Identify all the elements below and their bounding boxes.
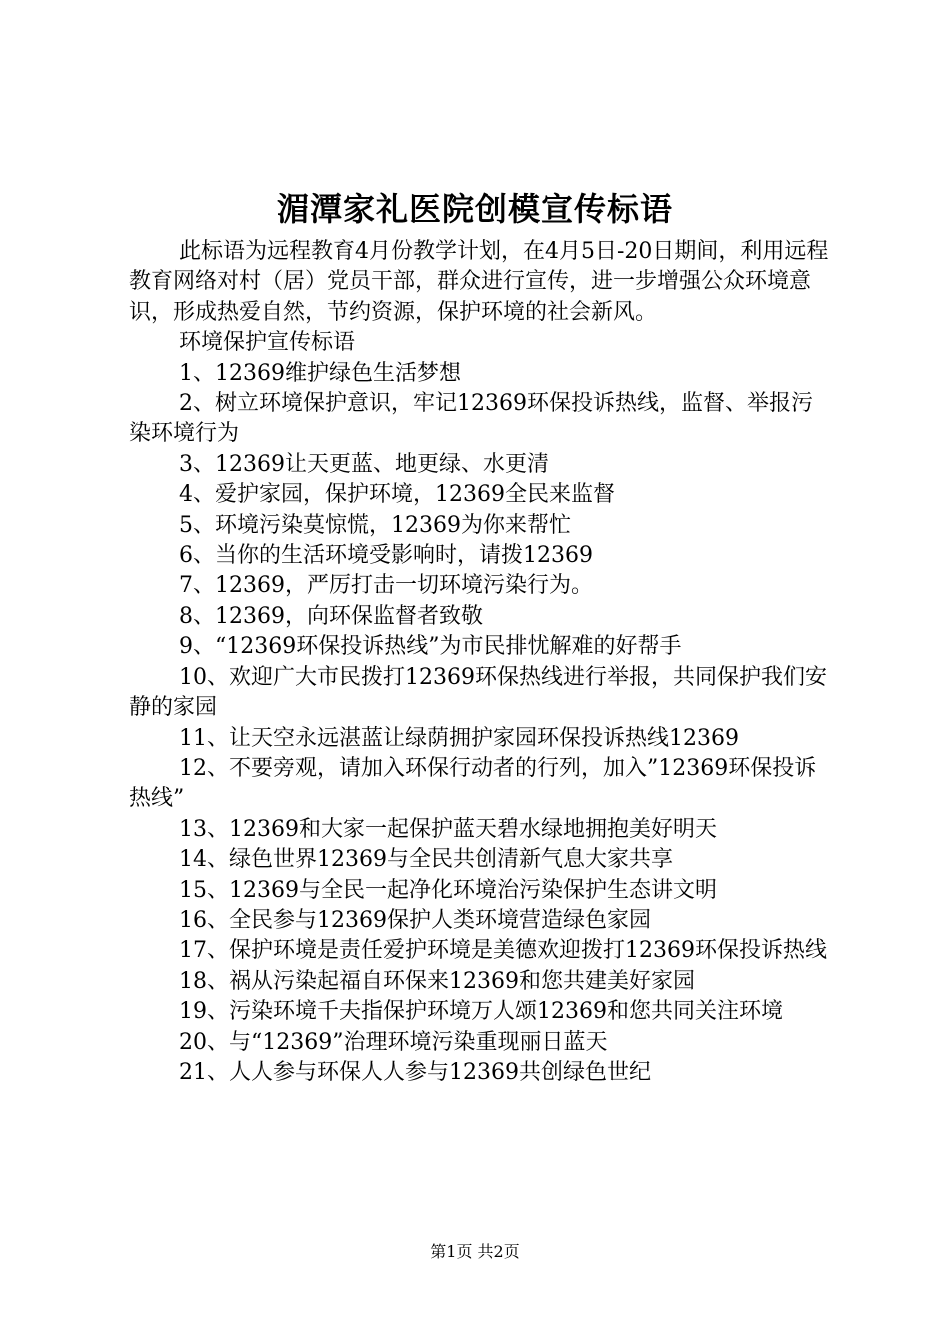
page-number-footer: 第1页 共2页	[430, 1242, 520, 1261]
slogan-item: 10、欢迎广大市民拨打12369环保热线进行举报，共同保护我们安静的家园	[129, 664, 827, 721]
slogan-item: 11、让天空永远湛蓝让绿荫拥护家园环保投诉热线12369	[179, 725, 739, 751]
slogan-item: 1、12369维护绿色生活梦想	[179, 360, 461, 386]
intro-paragraph: 此标语为远程教育4月份教学计划，在4月5日-20日期间，利用远程教育网络对村（居）党员干部，群众进行宣传，进一步增强公众环境意识，形成热爱自然，节约资源，保护环境的社会新风。	[129, 239, 829, 325]
slogan-item: 9、“12369环保投诉热线”为市民排忧解难的好帮手	[179, 634, 682, 660]
slogan-item: 13、12369和大家一起保护蓝天碧水绿地拥抱美好明天	[179, 816, 717, 842]
slogan-item: 18、祸从污染起福自环保来12369和您共建美好家园	[179, 968, 695, 994]
slogan-item: 6、当你的生活环境受影响时，请拨12369	[179, 543, 593, 569]
slogan-item: 7、12369，严厉打击一切环境污染行为。	[179, 573, 593, 599]
section-heading: 环境保护宣传标语	[179, 330, 356, 356]
slogan-item: 20、与“12369”治理环境污染重现丽日蓝天	[179, 1029, 608, 1055]
slogan-item: 15、12369与全民一起净化环境治污染保护生态讲文明	[179, 877, 717, 903]
document-title: 湄潭家礼医院创模宣传标语	[276, 190, 673, 228]
slogan-item: 2、树立环境保护意识，牢记12369环保投诉热线，监督、举报污染环境行为	[129, 391, 813, 447]
slogan-item: 5、环境污染莫惊慌，12369为你来帮忙	[179, 512, 571, 538]
slogan-item: 8、12369，向环保监督者致敬	[179, 603, 483, 629]
slogan-item: 16、全民参与12369保护人类环境营造绿色家园	[179, 907, 651, 933]
slogan-item: 12、不要旁观，请加入环保行动者的行列，加入”12369环保投诉热线”	[129, 755, 817, 812]
slogan-item: 14、绿色世界12369与全民共创清新气息大家共享	[179, 847, 673, 873]
slogan-item: 4、爱护家园，保护环境，12369全民来监督	[179, 482, 615, 508]
slogan-item: 21、人人参与环保人人参与12369共创绿色世纪	[179, 1059, 651, 1085]
slogan-item: 19、污染环境千夫指保护环境万人颂12369和您共同关注环境	[179, 999, 783, 1025]
document-body	[129, 237, 834, 1088]
slogan-item: 17、保护环境是责任爱护环境是美德欢迎拨打12369环保投诉热线	[179, 938, 827, 964]
slogan-item: 3、12369让天更蓝、地更绿、水更清	[179, 451, 549, 477]
